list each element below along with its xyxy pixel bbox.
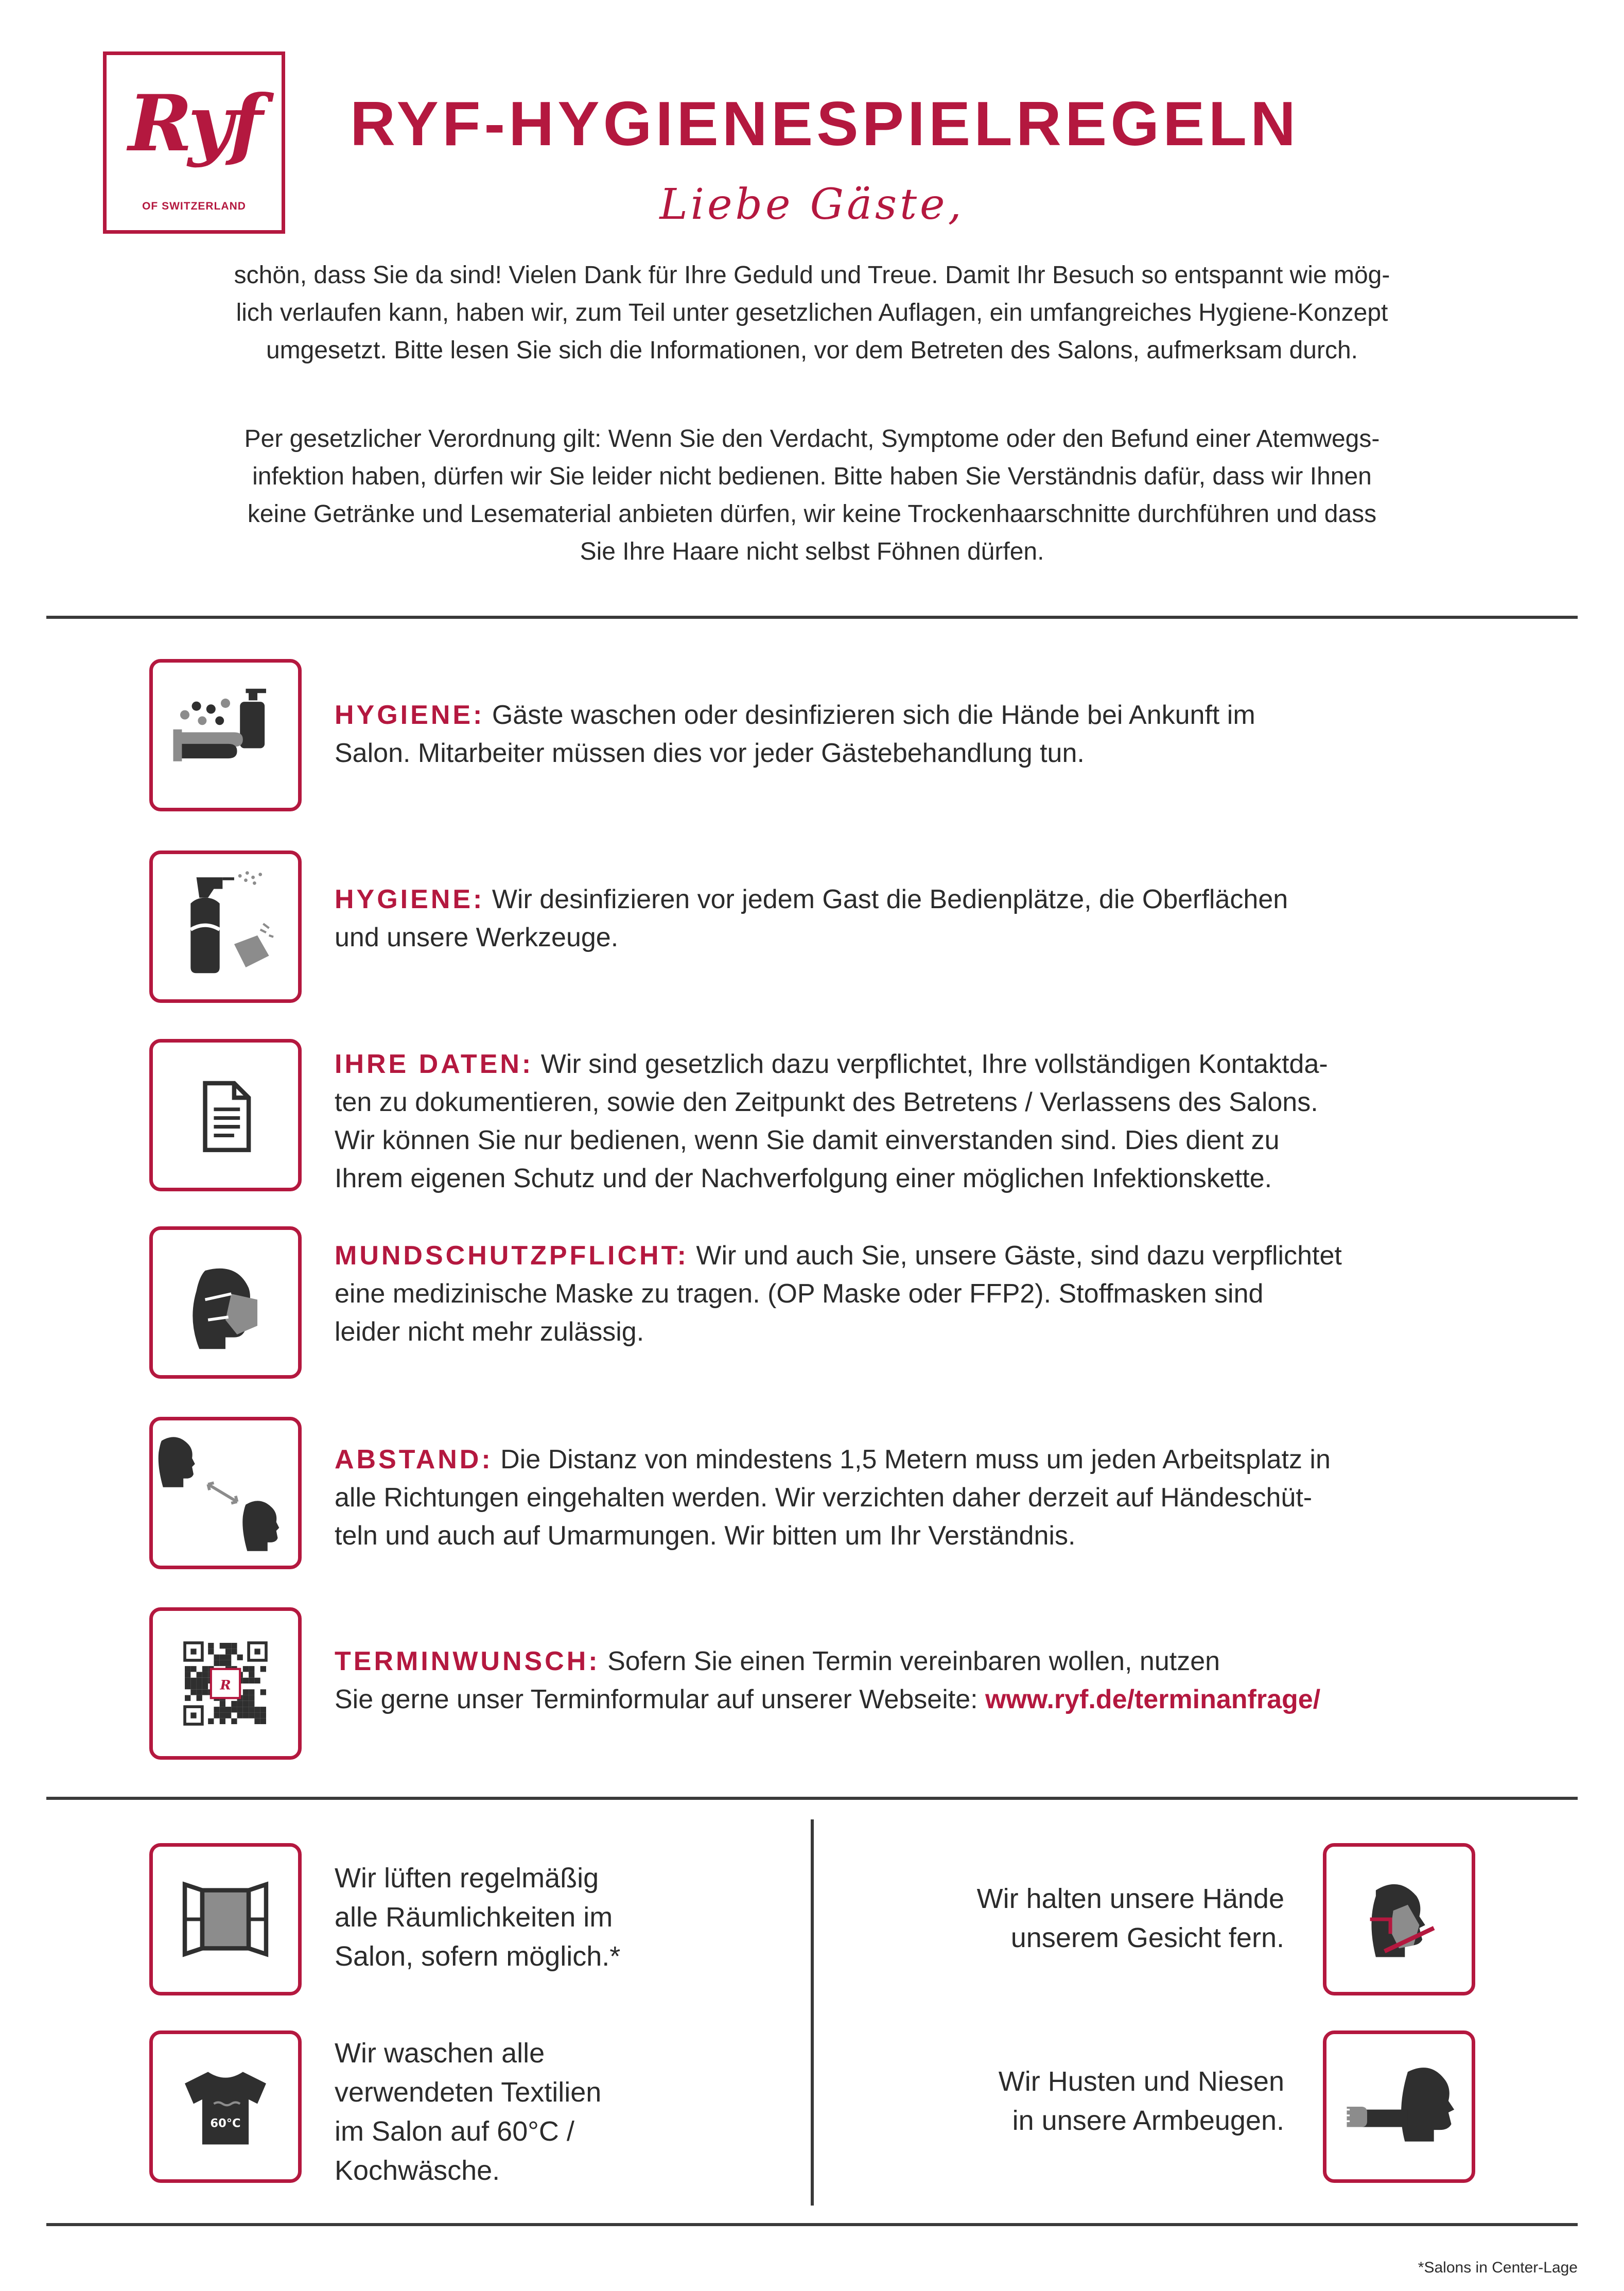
info-line: verwendeten Textilien — [335, 2077, 602, 2108]
rule-line: Salon. Mitarbeiter müssen dies vor jeder Gästebehandlung tun. — [335, 738, 1085, 768]
rule-line: alle Richtungen eingehalten werden. Wir verzichten daher derzeit auf Händeschüt- — [335, 1483, 1313, 1513]
page-title: RYF-HYGIENESPIELREGELN — [350, 89, 1300, 159]
rule-line: Sie gerne unser Terminformular auf unserer Webseite: — [335, 1685, 978, 1714]
rule-hygiene-hands — [335, 696, 1534, 772]
info-line: Wir halten unsere Hände — [976, 1883, 1284, 1914]
rule-line: eine medizinische Maske zu tragen. (OP Maske oder FFP2). Stoffmasken sind — [335, 1279, 1264, 1309]
rule-label: IHRE DATEN: — [335, 1049, 534, 1079]
logo-subtitle: OF SWITZERLAND — [142, 200, 246, 212]
face-mask-icon — [149, 1226, 302, 1379]
info-face-touch — [977, 1879, 1284, 1957]
intro-line: Sie Ihre Haare nicht selbst Föhnen dürfen. — [580, 538, 1044, 565]
hand-wash-icon — [149, 659, 302, 811]
qr-code-icon — [149, 1607, 302, 1760]
rule-distance — [335, 1440, 1534, 1555]
info-line: im Salon auf 60°C / — [335, 2116, 574, 2147]
info-cough — [999, 2062, 1284, 2140]
document-icon — [149, 1039, 302, 1191]
distance-icon — [149, 1417, 302, 1569]
window-icon — [149, 1843, 302, 1995]
info-ventilation — [335, 1859, 620, 1976]
info-line: Salon, sofern möglich.* — [335, 1941, 621, 1972]
rule-line: Die Distanz von mindestens 1,5 Metern muss um jeden Arbeitsplatz in — [500, 1445, 1331, 1474]
info-line: unserem Gesicht fern. — [1010, 1922, 1284, 1953]
rule-line: Gäste waschen oder desinfizieren sich die Hände bei Ankunft im — [492, 700, 1255, 730]
info-line: Wir lüften regelmäßig — [335, 1863, 599, 1894]
intro-paragraph-1 — [98, 256, 1526, 369]
info-laundry — [335, 2034, 601, 2190]
rule-label: TERMINWUNSCH: — [335, 1646, 600, 1676]
logo-mark: Ryf — [128, 78, 260, 169]
divider-bottom — [46, 2223, 1578, 2226]
info-line: Wir Husten und Niesen — [998, 2066, 1284, 2097]
rule-line: Wir und auch Sie, unsere Gäste, sind dazu verpflichtet — [696, 1241, 1342, 1271]
intro-line: umgesetzt. Bitte lesen Sie sich die Informationen, vor dem Betreten des Salons, aufmerksam durch. — [266, 337, 1358, 364]
rule-line: teln und auch auf Umarmungen. Wir bitten um Ihr Verständnis. — [335, 1521, 1076, 1551]
rule-line: leider nicht mehr zulässig. — [335, 1317, 644, 1347]
cough-elbow-icon — [1323, 2030, 1475, 2183]
intro-paragraph-2 — [98, 420, 1526, 570]
svg-text:R: R — [220, 1677, 231, 1693]
rule-line: Wir desinfizieren vor jedem Gast die Bedienplätze, die Oberflächen — [492, 884, 1288, 914]
tshirt-temperature: 60°C — [210, 2116, 241, 2130]
rule-appointment — [335, 1642, 1534, 1719]
intro-line: Per gesetzlicher Verordnung gilt: Wenn Sie den Verdacht, Symptome oder den Befund einer Atemwegs- — [244, 425, 1380, 453]
rule-line: Wir sind gesetzlich dazu verpflichtet, Ihre vollständigen Kontaktda- — [540, 1049, 1328, 1079]
info-line: alle Räumlichkeiten im — [335, 1902, 613, 1933]
info-line: Wir waschen alle — [335, 2038, 545, 2069]
info-line: in unsere Armbeugen. — [1012, 2105, 1284, 2136]
tshirt-icon — [149, 2030, 302, 2183]
no-face-touch-icon — [1323, 1843, 1475, 1995]
rule-line: Wir können Sie nur bedienen, wenn Sie damit einverstanden sind. Dies dient zu — [335, 1125, 1280, 1155]
rule-line: Ihrem eigenen Schutz und der Nachverfolgung einer möglichen Infektionskette. — [335, 1164, 1272, 1193]
rule-label: MUNDSCHUTZPFLICHT: — [335, 1241, 689, 1271]
rule-label: HYGIENE: — [335, 700, 485, 730]
intro-line: schön, dass Sie da sind! Vielen Dank für Ihre Geduld und Treue. Damit Ihr Besuch so entspannt wie mög- — [234, 262, 1390, 289]
spray-bottle-icon — [149, 851, 302, 1003]
divider-middle — [46, 1797, 1578, 1800]
divider-vertical — [811, 1819, 814, 2206]
info-line: Kochwäsche. — [335, 2155, 500, 2186]
rule-line: Sofern Sie einen Termin vereinbaren wollen, nutzen — [607, 1646, 1220, 1676]
rule-line: ten zu dokumentieren, sowie den Zeitpunkt des Betretens / Verlassens des Salons. — [335, 1087, 1318, 1117]
intro-line: keine Getränke und Lesematerial anbieten dürfen, wir keine Trockenhaarschnitte durchführen und dass — [247, 500, 1377, 528]
appointment-link[interactable]: www.ryf.de/terminanfrage/ — [985, 1685, 1321, 1714]
divider-top — [46, 616, 1578, 619]
rule-data — [335, 1045, 1534, 1197]
salutation: Liebe Gäste, — [659, 180, 965, 229]
rule-label: ABSTAND: — [335, 1445, 493, 1474]
rule-mask — [335, 1237, 1534, 1351]
rule-line: und unsere Werkzeuge. — [335, 923, 619, 952]
rule-hygiene-surfaces — [335, 880, 1534, 957]
intro-line: lich verlaufen kann, haben wir, zum Teil unter gesetzlichen Auflagen, ein umfangreiches Hygiene-Konzept — [236, 299, 1388, 326]
footnote: *Salons in Center-Lage — [1418, 2259, 1578, 2276]
rule-label: HYGIENE: — [335, 884, 485, 914]
intro-line: infektion haben, dürfen wir Sie leider nicht bedienen. Bitte haben Sie Verständnis dafür, dass wir Ihnen — [252, 463, 1372, 490]
